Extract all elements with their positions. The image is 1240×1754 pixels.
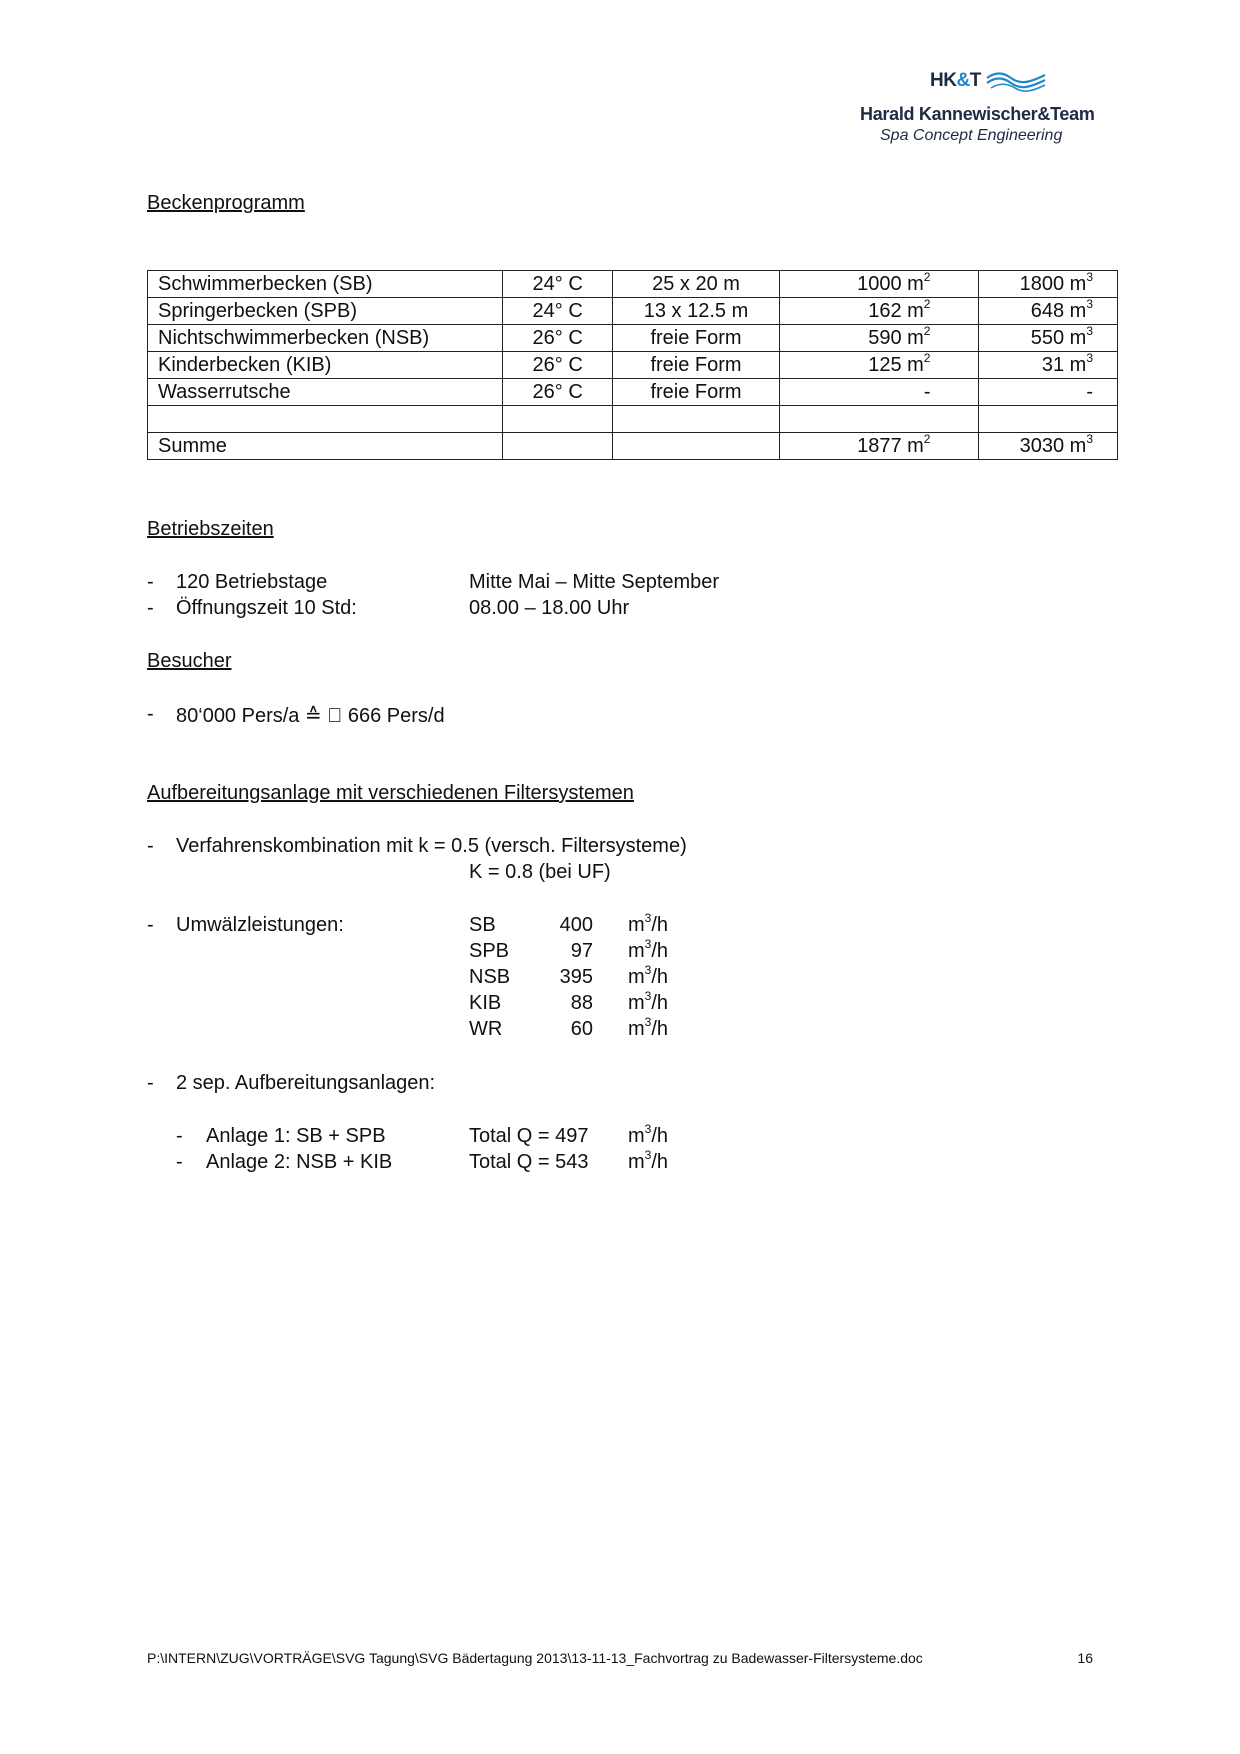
list-bullet: - <box>147 835 154 857</box>
umwaelz-value: 88 <box>570 992 593 1014</box>
unit-exponent: 3 <box>644 989 652 1003</box>
pool-volume-value: 550 m <box>1030 326 1087 349</box>
anlage-unit <box>628 1148 669 1174</box>
pool-area-exponent: 2 <box>923 296 931 311</box>
pool-area-value: - <box>923 380 931 403</box>
list-bullet: - <box>147 914 154 936</box>
umwaelz-code: SPB <box>469 940 510 962</box>
file-path: P:\INTERN\ZUG\VORTRÄGE\SVG Tagung\SVG Bädertagung 2013\13-11-13_Fachvortrag zu Badewasser-Filtersysteme.doc <box>147 1650 923 1666</box>
unit-end: /h <box>651 1151 669 1173</box>
section-heading-besucher: Besucher <box>147 650 232 672</box>
umwaelz-value: 400 <box>559 914 593 936</box>
pool-volume-value: 3030 m <box>1019 434 1087 457</box>
list-bullet: - <box>147 597 154 619</box>
umwaelz-value: 60 <box>570 1018 593 1040</box>
pool-volume-cell <box>979 433 1118 460</box>
unit-exponent: 3 <box>644 1015 652 1029</box>
pool-area-cell <box>780 298 979 325</box>
pool-name-cell: Nichtschwimmerbecken (NSB) <box>148 325 503 352</box>
unit-base: m <box>628 966 645 988</box>
pool-area-value: 1877 m <box>857 434 924 457</box>
pool-name-cell: Wasserrutsche <box>148 379 503 406</box>
umwaelz-unit <box>628 937 669 963</box>
pool-volume-cell <box>979 325 1118 352</box>
anlage-unit <box>628 1122 669 1148</box>
umwaelz-code: KIB <box>469 992 502 1014</box>
pool-name-cell: Kinderbecken (KIB) <box>148 352 503 379</box>
umwaelz-unit <box>628 963 669 989</box>
unit-exponent: 3 <box>644 1148 652 1162</box>
pool-size-cell: 13 x 12.5 m <box>613 298 780 325</box>
betrieb-label: 120 Betriebstage <box>176 571 328 593</box>
pool-area-exponent: 2 <box>923 269 931 284</box>
pool-temp-cell <box>503 433 613 460</box>
umwaelz-unit <box>628 911 669 937</box>
pool-temp-cell: 26° C <box>503 325 613 352</box>
pool-area-value: 125 m <box>868 353 924 376</box>
page-footer <box>147 1650 1093 1666</box>
umwaelz-code: WR <box>469 1018 503 1040</box>
betrieb-value: 08.00 – 18.00 Uhr <box>469 597 630 619</box>
pool-area-value: 1000 m <box>857 272 924 295</box>
list-bullet: - <box>147 571 154 593</box>
pool-area-cell <box>780 379 979 406</box>
anlagen-label: 2 sep. Aufbereitungsanlagen: <box>176 1072 436 1094</box>
unit-end: /h <box>651 914 669 936</box>
pool-area-cell <box>780 325 979 352</box>
table-row <box>148 379 1118 406</box>
pool-area-exponent: 2 <box>923 323 931 338</box>
pool-volume-exponent: 3 <box>1086 269 1093 284</box>
pool-size-cell: 25 x 20 m <box>613 271 780 298</box>
unit-base: m <box>628 1151 645 1173</box>
page-number: 16 <box>1077 1650 1093 1666</box>
pool-volume-value: 31 m <box>1041 353 1087 376</box>
umwaelz-value: 97 <box>570 940 593 962</box>
pool-name-cell: Schwimmerbecken (SB) <box>148 271 503 298</box>
pool-temp-cell <box>503 406 613 433</box>
section-heading-beckenprogramm: Beckenprogramm <box>147 192 305 214</box>
logo-tagline: Spa Concept Engineering <box>880 127 1063 144</box>
table-row <box>148 325 1118 352</box>
pool-size-cell: freie Form <box>613 352 780 379</box>
unit-end: /h <box>651 1018 669 1040</box>
pool-temp-cell: 26° C <box>503 352 613 379</box>
umwaelz-unit <box>628 1015 669 1041</box>
pool-table <box>147 270 1118 460</box>
umwaelz-value: 395 <box>559 966 593 988</box>
pool-name-cell: Springerbecken (SPB) <box>148 298 503 325</box>
unit-base: m <box>628 940 645 962</box>
verfahren-uf-text: K = 0.8 (bei UF) <box>469 861 611 883</box>
pool-size-cell <box>613 406 780 433</box>
table-row <box>148 352 1118 379</box>
pool-area-cell <box>780 433 979 460</box>
anlage-label: Anlage 2: NSB + KIB <box>206 1151 393 1173</box>
pool-area-value: 162 m <box>868 299 924 322</box>
list-bullet: - <box>176 1151 183 1173</box>
pool-area-cell <box>780 406 979 433</box>
table-row <box>148 298 1118 325</box>
anlage-label: Anlage 1: SB + SPB <box>206 1125 386 1147</box>
pool-temp-cell: 24° C <box>503 271 613 298</box>
pool-volume-value: 648 m <box>1030 299 1087 322</box>
pool-volume-exponent: 3 <box>1086 296 1093 311</box>
pool-volume-cell <box>979 379 1118 406</box>
unit-end: /h <box>651 966 669 988</box>
pool-name-cell <box>148 406 503 433</box>
umwaelz-unit <box>628 989 669 1015</box>
anlage-total: Total Q = 543 <box>469 1151 589 1173</box>
pool-area-cell <box>780 271 979 298</box>
pool-volume-exponent: 3 <box>1086 431 1093 446</box>
unit-end: /h <box>651 940 669 962</box>
list-bullet: - <box>176 1125 183 1147</box>
verfahren-text: Verfahrenskombination mit k = 0.5 (versch. Filtersysteme) <box>176 835 687 857</box>
umwaelz-code: NSB <box>469 966 511 988</box>
pool-size-cell: freie Form <box>613 325 780 352</box>
unit-end: /h <box>651 992 669 1014</box>
pool-volume-cell <box>979 352 1118 379</box>
pool-volume-exponent: 3 <box>1086 323 1093 338</box>
unit-base: m <box>628 1125 645 1147</box>
unit-exponent: 3 <box>644 937 652 951</box>
pool-size-cell: freie Form <box>613 379 780 406</box>
pool-area-exponent: 2 <box>923 350 931 365</box>
umwaelz-code: SB <box>469 914 496 936</box>
logo-company-name: Harald Kannewischer&Team <box>860 104 1095 124</box>
unit-base: m <box>628 992 645 1014</box>
betrieb-value: Mitte Mai – Mitte September <box>469 571 720 593</box>
table-row <box>148 406 1118 433</box>
list-bullet: - <box>147 1072 154 1094</box>
unit-base: m <box>628 914 645 936</box>
unit-exponent: 3 <box>644 1122 652 1136</box>
pool-volume-cell <box>979 298 1118 325</box>
table-row <box>148 271 1118 298</box>
unit-exponent: 3 <box>644 963 652 977</box>
besucher-text: 80‘000 Pers/a ≙ ⃠ 666 Pers/d <box>176 705 445 727</box>
umwaelz-label: Umwälzleistungen: <box>176 914 344 936</box>
list-bullet: - <box>147 703 154 725</box>
table-row <box>148 433 1118 460</box>
betrieb-label: Öffnungszeit 10 Std: <box>176 597 357 619</box>
pool-temp-cell: 24° C <box>503 298 613 325</box>
section-heading-aufbereitung: Aufbereitungsanlage mit verschiedenen Filtersystemen <box>147 782 634 804</box>
unit-exponent: 3 <box>644 911 652 925</box>
anlage-total: Total Q = 497 <box>469 1125 589 1147</box>
pool-volume-cell <box>979 406 1118 433</box>
unit-end: /h <box>651 1125 669 1147</box>
pool-volume-value: 1800 m <box>1019 272 1087 295</box>
pool-temp-cell: 26° C <box>503 379 613 406</box>
pool-name-cell: Summe <box>148 433 503 460</box>
company-logo <box>860 70 1100 165</box>
logo-mark: HK&T <box>930 70 981 91</box>
pool-volume-value: - <box>1086 380 1093 403</box>
section-heading-betriebszeiten: Betriebszeiten <box>147 518 274 540</box>
waves-icon <box>985 70 1047 92</box>
unit-base: m <box>628 1018 645 1040</box>
pool-area-value: 590 m <box>868 326 924 349</box>
pool-area-exponent: 2 <box>923 431 931 446</box>
pool-volume-cell <box>979 271 1118 298</box>
pool-size-cell <box>613 433 780 460</box>
pool-volume-exponent: 3 <box>1086 350 1093 365</box>
pool-area-cell <box>780 352 979 379</box>
